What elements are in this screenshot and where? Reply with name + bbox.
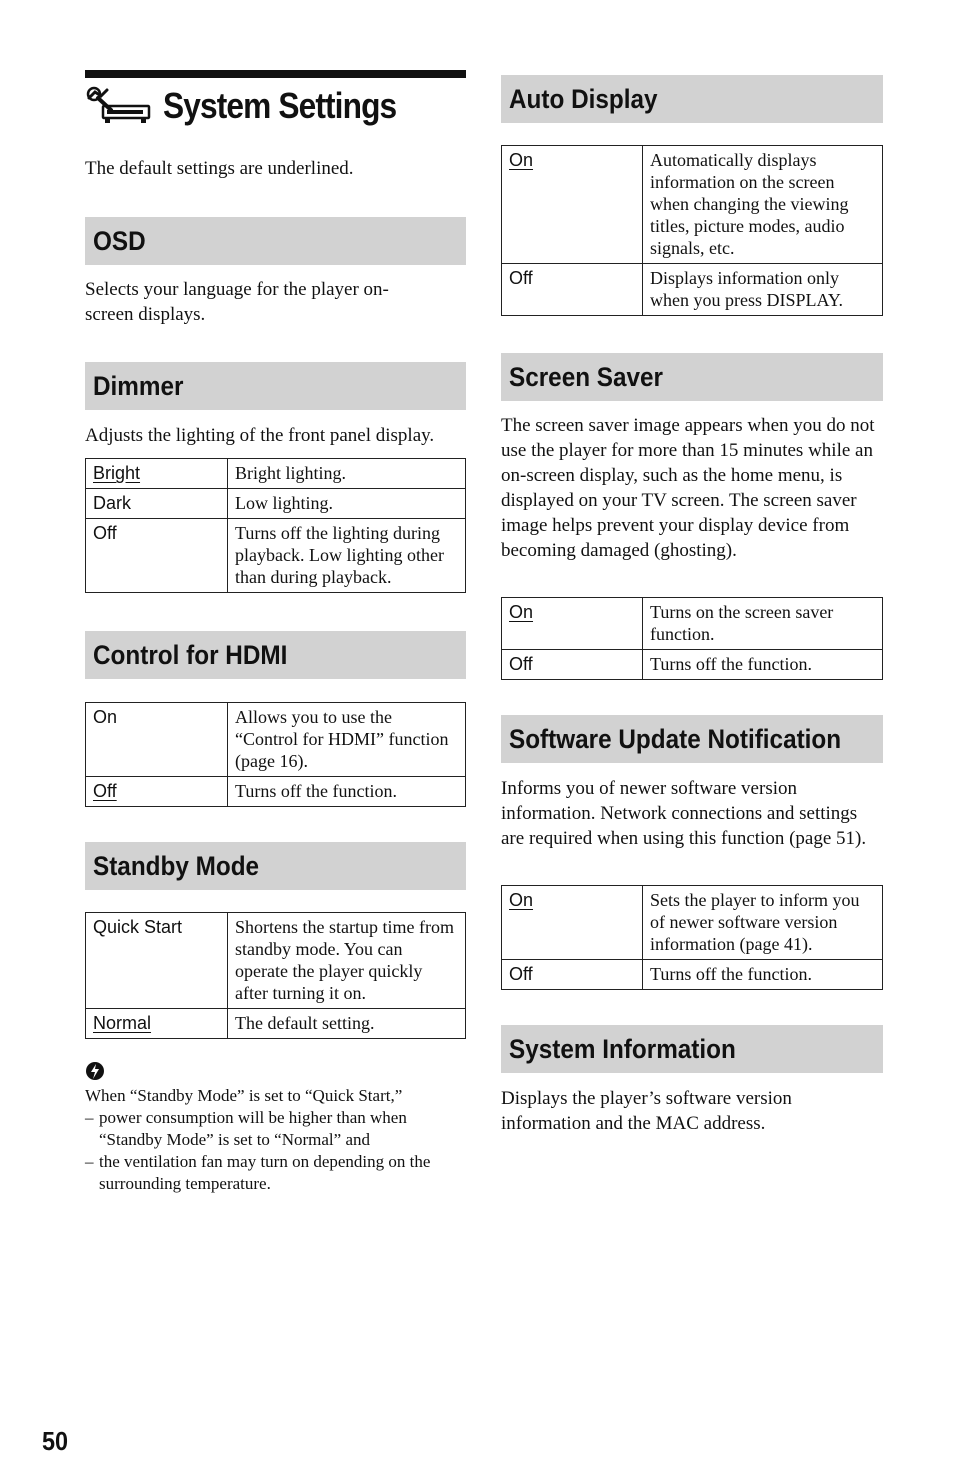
option-name: Off [502, 264, 643, 316]
section-heading-standby-mode [85, 842, 466, 890]
section-heading-dimmer [85, 362, 466, 410]
option-name: Off [502, 650, 643, 680]
section-heading-label: Screen Saver [509, 361, 664, 392]
table-row [502, 598, 883, 650]
screen-saver-description: The screen saver image appears when you do not use the player for more than 15 minutes while an on-screen display, such as the home menu, is displayed on your TV screen. The screen saver image helps prevent your display device from becoming damaged (ghosting). [501, 415, 875, 561]
option-description: Bright lighting. [228, 459, 466, 489]
note-item [85, 1107, 466, 1151]
section-heading-label: Standby Mode [93, 850, 260, 881]
option-name: On [509, 890, 534, 910]
control-hdmi-table [85, 702, 466, 807]
system-information-description: Displays the player’s software version information and the MAC address. [501, 1088, 792, 1134]
section-heading-system-information [501, 1025, 883, 1073]
screen-saver-table [501, 597, 883, 680]
section-heading-osd [85, 217, 466, 265]
software-update-description: Informs you of newer software version information. Network connections and settings are required when using this function (page 51). [501, 778, 867, 849]
table-row [502, 264, 883, 316]
table-row [86, 703, 466, 777]
option-description: Shortens the startup time from standby mode. You can operate the player quickly after turning it on. [228, 913, 466, 1009]
table-row [502, 960, 883, 990]
section-heading-auto-display [501, 75, 883, 123]
section-heading-label: Auto Display [509, 83, 658, 114]
table-row [86, 913, 466, 1009]
dimmer-table [85, 458, 466, 593]
dimmer-description: Adjusts the lighting of the front panel display. [85, 425, 435, 446]
note-item [85, 1151, 466, 1195]
option-description: Allows you to use the “Control for HDMI” function (page 16). [228, 703, 466, 777]
option-name: Off [502, 960, 643, 990]
option-name: On [509, 602, 534, 622]
option-description: Low lighting. [228, 489, 466, 519]
page-title: System Settings [163, 85, 397, 126]
intro-text: The default settings are underlined. [85, 158, 354, 179]
page-header [85, 82, 428, 130]
section-heading-label: Control for HDMI [93, 639, 288, 670]
osd-description-line: screen displays. [85, 304, 206, 325]
section-heading-label: OSD [93, 225, 146, 256]
table-row [502, 146, 883, 264]
option-name: On [86, 703, 228, 777]
settings-toolbox-icon [85, 84, 151, 128]
standby-note [85, 1085, 466, 1195]
option-description: Turns off the lighting during playback. Low lighting other than during playback. [228, 519, 466, 593]
standby-table [85, 912, 466, 1039]
option-description: Automatically displays information on the screen when changing the viewing titles, picture modes, audio signals, etc. [643, 146, 883, 264]
section-heading-screen-saver [501, 353, 883, 401]
note-line: power consumption will be higher than when [99, 1108, 407, 1127]
table-row [502, 650, 883, 680]
note-intro: When “Standby Mode” is set to “Quick Start,” [85, 1086, 403, 1105]
page-number: 50 [42, 1426, 69, 1456]
option-name: Bright [93, 463, 141, 483]
table-row [86, 777, 466, 807]
note-dash: – [85, 1152, 94, 1171]
option-description: The default setting. [228, 1009, 466, 1039]
note-line: surrounding temperature. [99, 1174, 271, 1193]
option-description: Turns off the function. [228, 777, 466, 807]
table-row [86, 489, 466, 519]
software-update-table [501, 885, 883, 990]
section-heading-control-for-hdmi [85, 631, 466, 679]
note-dash: – [85, 1108, 94, 1127]
table-row [86, 519, 466, 593]
section-heading-label: System Information [509, 1033, 736, 1064]
option-description: Turns on the screen saver function. [643, 598, 883, 650]
section-heading-label: Software Update Notification [509, 723, 842, 754]
option-description: Turns off the function. [643, 650, 883, 680]
osd-description [85, 277, 466, 327]
option-description: Displays information only when you press DISPLAY. [643, 264, 883, 316]
hint-icon [85, 1060, 105, 1082]
note-line: “Standby Mode” is set to “Normal” and [99, 1130, 370, 1149]
table-row [86, 1009, 466, 1039]
option-name: Dark [86, 489, 228, 519]
osd-description-line: Selects your language for the player on- [85, 279, 389, 300]
option-name: Off [93, 781, 117, 801]
table-row [502, 886, 883, 960]
table-row [86, 459, 466, 489]
option-name: Quick Start [86, 913, 228, 1009]
section-heading-software-update-notification [501, 715, 883, 763]
option-name: On [509, 150, 534, 170]
option-name: Off [86, 519, 228, 593]
option-description: Sets the player to inform you of newer software version information (page 41). [643, 886, 883, 960]
option-description: Turns off the function. [643, 960, 883, 990]
option-name: Normal [93, 1013, 152, 1033]
note-line: the ventilation fan may turn on depending on the [99, 1152, 431, 1171]
section-heading-label: Dimmer [93, 370, 184, 401]
auto-display-table [501, 145, 883, 316]
title-rule [85, 70, 466, 78]
